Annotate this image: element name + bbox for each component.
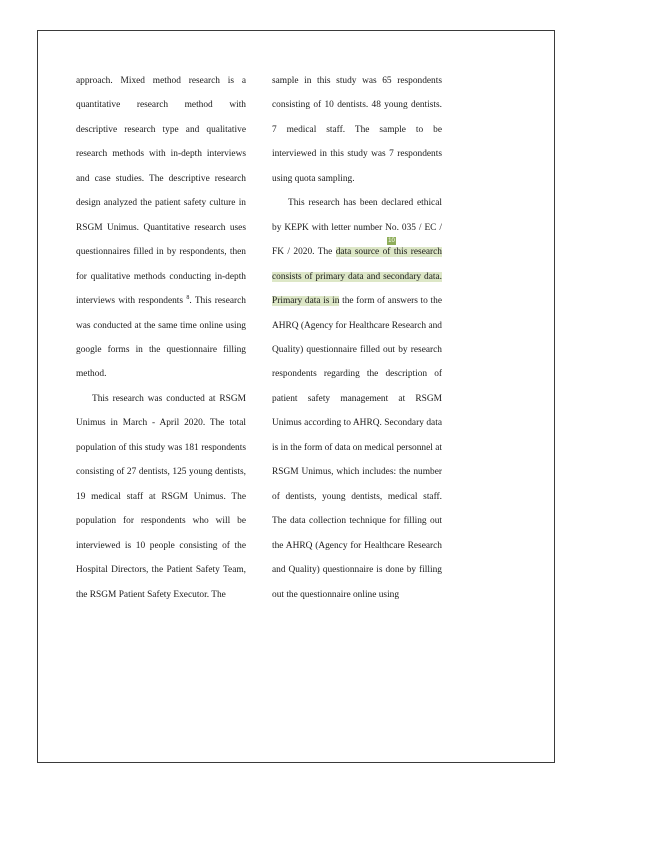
left-paragraph-2: This research was conducted at RSGM Unimus in March - April 2020. The total population of this study was 181 respondents consisting of 27 dentists, 125 young dentists, 19 medical staff at RSGM Unimus. The population for respondents who will be interviewed is 10 people consisting of the Hospital Directors, the Patient Safety Team, the RSGM Patient Safety Executor. The (76, 393, 246, 600)
highlighted-text[interactable]: data source of this research consists of primary data and secondary data. Primary data is in (272, 247, 442, 307)
left-paragraph-1-end: . This research was conducted at the same time online using google forms in the questionnaire filling method. (76, 296, 246, 380)
citation-superscript: 8 (186, 294, 190, 301)
right-paragraph-2-start: This research has been declared ethical by KEPK with letter number No. 035 / EC / FK / 2020. The (272, 198, 442, 258)
right-paragraph-2 (272, 191, 442, 607)
right-paragraph-1: sample in this study was 65 respondents consisting of 10 dentists. 48 young dentists. 7 medical staff. The sample to be interviewed in this study was 7 respondents using quota sampling. (272, 76, 442, 184)
annotation-marker[interactable]: 10 (388, 238, 395, 244)
right-column (272, 69, 442, 607)
left-paragraph-1 (76, 69, 246, 387)
left-column (76, 69, 246, 607)
left-paragraph-1-text: approach. Mixed method research is a quantitative research method with descriptive research type and qualitative research methods with in-depth interviews and case studies. The descriptive research design analyzed the patient safety culture in RSGM Unimus. Quantitative research uses questionnaires filled in by respondents, then for qualitative methods conducting in-depth interviews with respondents (76, 76, 246, 307)
right-paragraph-2-end: the form of answers to the AHRQ (Agency for Healthcare Research and Quality) questionnaire filled out by research respondents regarding the description of patient safety management at RSGM Unimus according to AHRQ. Secondary data is in the form of data on medical personnel at RSGM Unimus, which includes: the number of dentists, young dentists, medical staff. The data collection technique for filling out the AHRQ (Agency for Healthcare Research and Quality) questionnaire is done by filling out the questionnaire online using (272, 296, 442, 600)
